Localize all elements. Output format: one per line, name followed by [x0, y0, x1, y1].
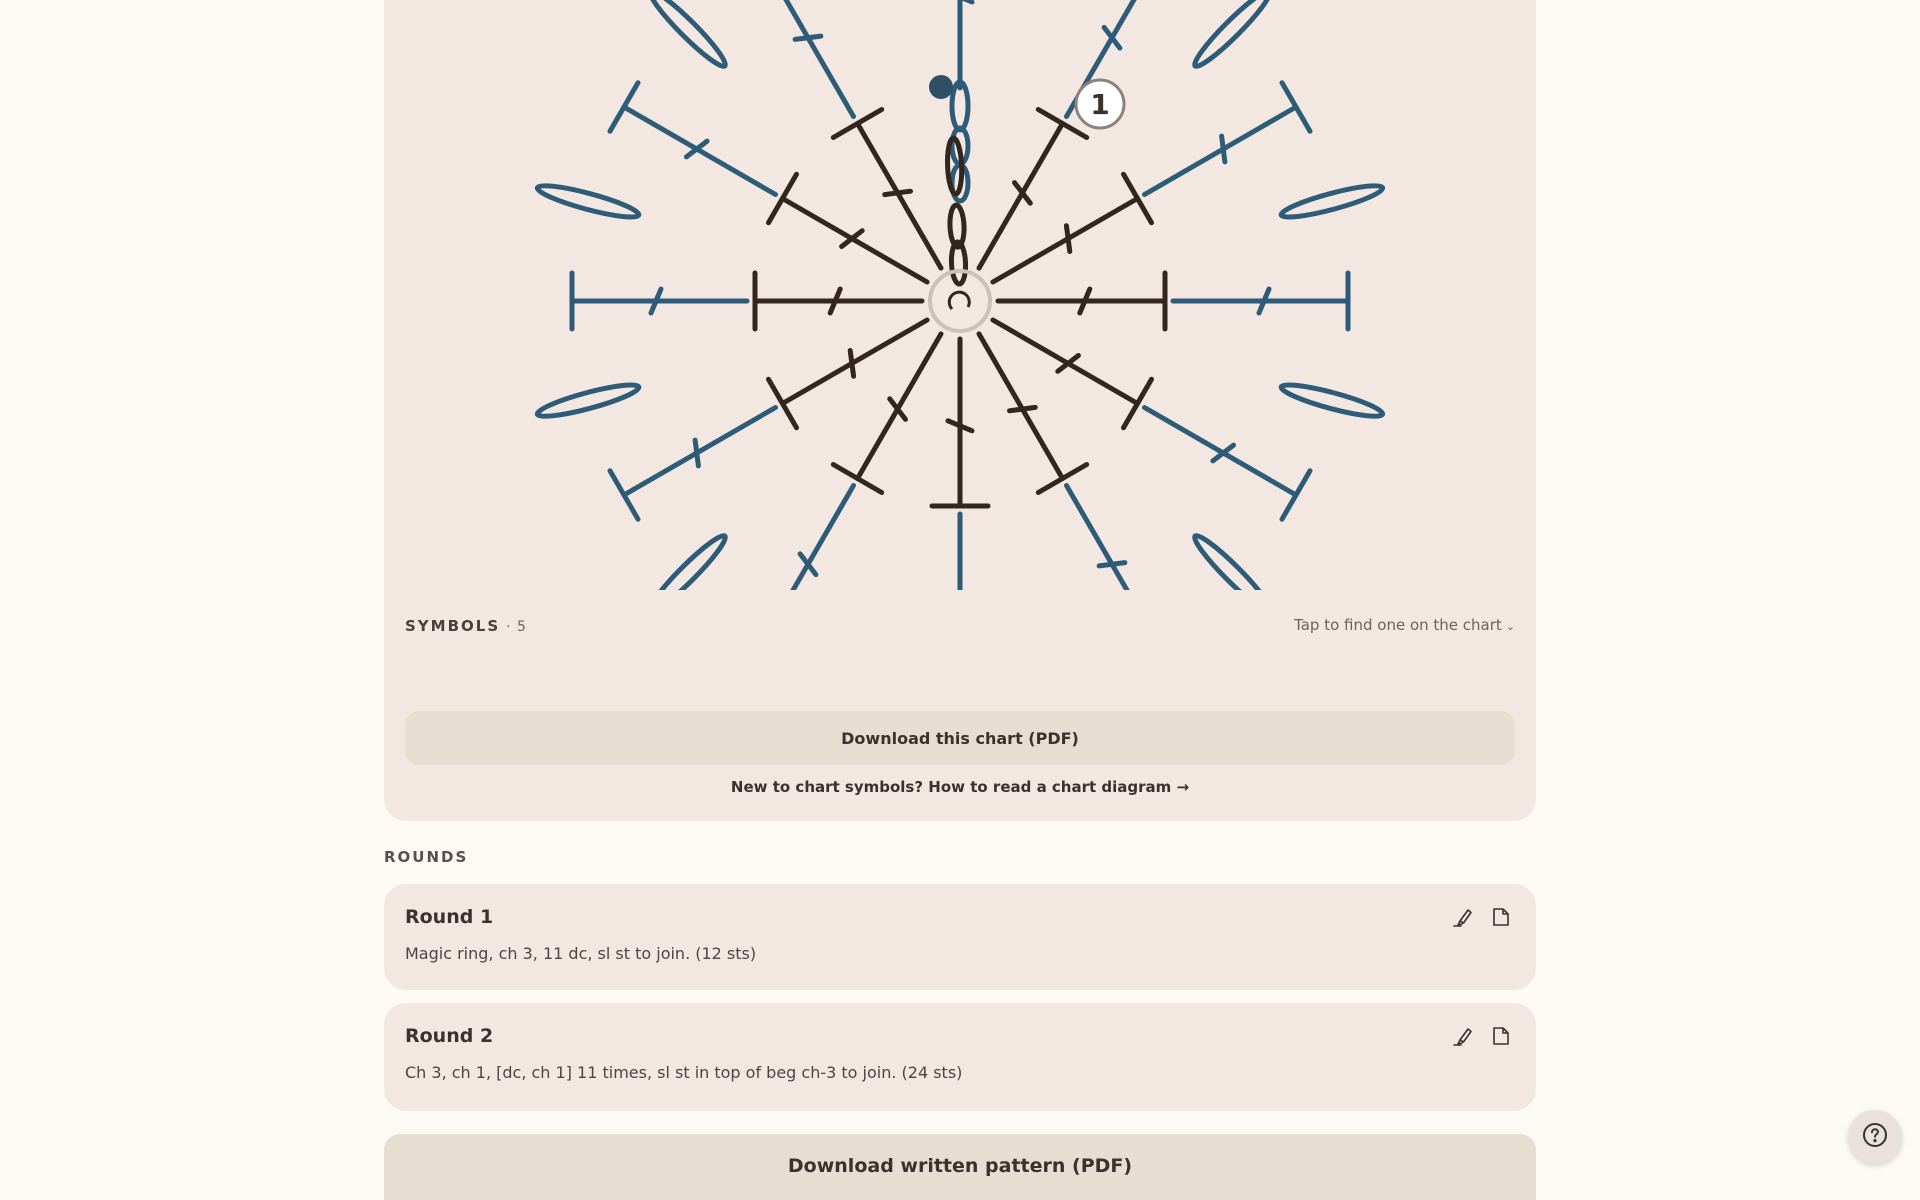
double-crochet-symbol[interactable]: [998, 273, 1165, 329]
double-crochet-symbol[interactable]: [769, 320, 928, 428]
highlighter-icon[interactable]: [1452, 1025, 1474, 1047]
note-icon[interactable]: [1490, 906, 1512, 928]
magic-ring-symbol[interactable]: [930, 271, 990, 331]
round-marker-label[interactable]: 1: [1090, 88, 1110, 121]
double-crochet-symbol[interactable]: [1173, 273, 1348, 329]
download-written-pattern-button[interactable]: Download written pattern (PDF): [384, 1134, 1536, 1200]
symbols-row[interactable]: [405, 614, 1515, 636]
double-crochet-symbol[interactable]: [1067, 486, 1179, 591]
download-chart-button[interactable]: Download this chart (PDF): [405, 711, 1515, 765]
chain-stitch-symbol[interactable]: [1279, 180, 1385, 223]
rounds-heading: ROUNDS: [384, 848, 469, 866]
highlighter-icon[interactable]: [1452, 906, 1474, 928]
double-crochet-symbol[interactable]: [993, 174, 1152, 282]
chain-stitch-symbol[interactable]: [535, 379, 641, 422]
chain-stitch-symbol[interactable]: [1189, 0, 1275, 72]
double-crochet-symbol[interactable]: [610, 408, 776, 520]
round-card[interactable]: [384, 884, 1536, 990]
round-title: Round 1: [405, 906, 494, 928]
round-title: Round 2: [405, 1025, 494, 1047]
magic-ring-loop[interactable]: [949, 292, 969, 309]
double-crochet-symbol[interactable]: [610, 83, 776, 195]
chain-stitch-symbol[interactable]: [645, 530, 731, 590]
round-instructions: Ch 3, ch 1, [dc, ch 1] 11 times, sl st in top of beg ch-3 to join. (24 sts): [405, 1063, 963, 1082]
symbols-title: SYMBOLS: [405, 616, 501, 635]
double-crochet-symbol[interactable]: [1145, 83, 1311, 195]
symbols-count: · 5: [506, 618, 527, 635]
double-crochet-symbol[interactable]: [932, 339, 988, 506]
chain-stitch-symbol[interactable]: [535, 180, 641, 223]
double-crochet-symbol[interactable]: [979, 334, 1087, 493]
chevron-down-icon: ⌄: [1505, 620, 1515, 633]
double-crochet-symbol[interactable]: [755, 273, 922, 329]
double-crochet-symbol[interactable]: [572, 273, 747, 329]
chain-stitch-symbol[interactable]: [1279, 379, 1385, 422]
slip-stitch-symbol[interactable]: [929, 75, 953, 99]
help-button[interactable]: [1848, 1110, 1902, 1164]
round-instructions: Magic ring, ch 3, 11 dc, sl st to join. (12 sts): [405, 944, 757, 963]
chain-stitch-symbol[interactable]: [645, 0, 731, 72]
double-crochet-symbol[interactable]: [932, 514, 988, 590]
double-crochet-symbol[interactable]: [932, 0, 988, 88]
double-crochet-symbol[interactable]: [742, 486, 854, 591]
symbols-hint-text: Tap to find one on the chart: [1294, 616, 1502, 634]
how-to-read-chart-link[interactable]: New to chart symbols? How to read a chart diagram →: [730, 778, 1190, 796]
help-icon: [1862, 1122, 1888, 1152]
crochet-chart[interactable]: [384, 0, 1536, 590]
double-crochet-symbol[interactable]: [742, 0, 854, 117]
chain-stitch-symbol[interactable]: [1189, 530, 1275, 590]
round-card[interactable]: [384, 1003, 1536, 1111]
double-crochet-symbol[interactable]: [833, 110, 941, 269]
note-icon[interactable]: [1490, 1025, 1512, 1047]
chart-card: [384, 0, 1536, 821]
double-crochet-symbol[interactable]: [1145, 408, 1311, 520]
symbols-hint[interactable]: [1294, 616, 1515, 634]
